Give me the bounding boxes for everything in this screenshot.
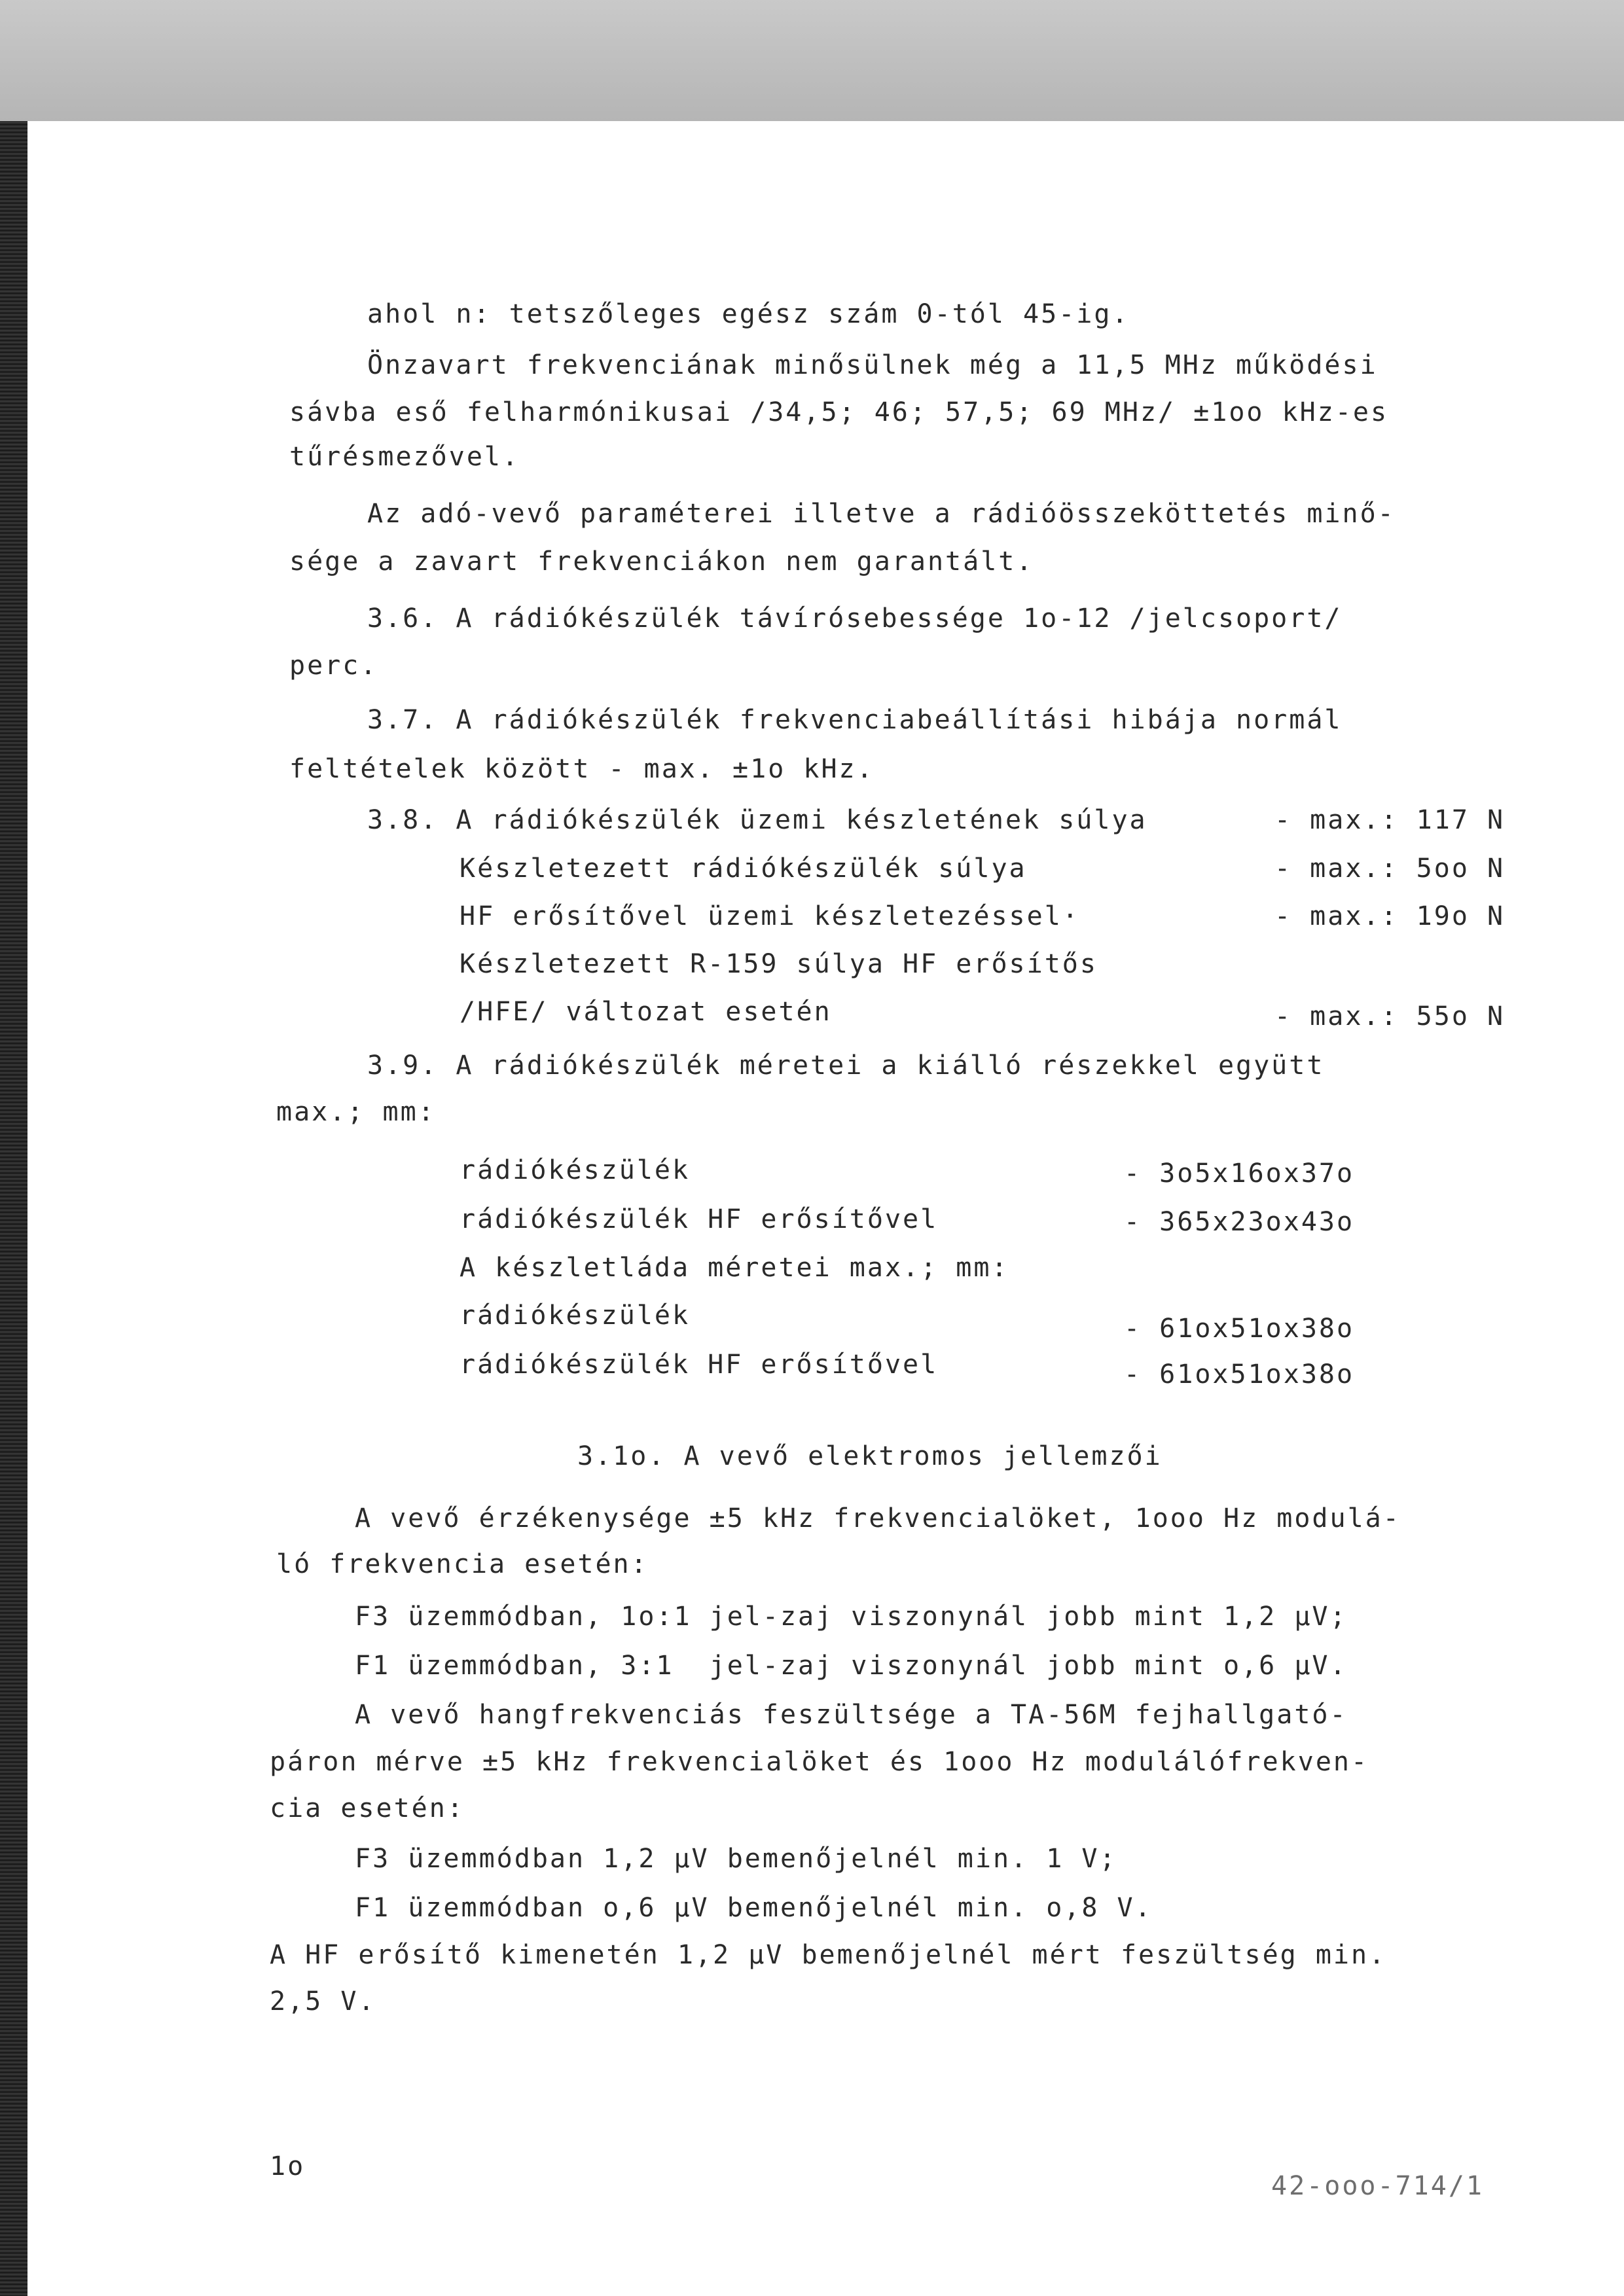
text-line: ahol n: tetszőleges egész szám 0-tól 45-ig. xyxy=(367,299,1130,329)
dimension-value: - 61ox51ox38o xyxy=(1124,1314,1355,1344)
text-line: F1 üzemmódban o,6 µV bemenőjelnél min. o,8 V. xyxy=(355,1893,1153,1923)
scanner-background xyxy=(0,0,1624,121)
text-line: Készletezett R-159 súlya HF erősítős xyxy=(460,949,1098,979)
weight-value: - max.: 5oo N xyxy=(1274,853,1506,884)
text-line: páron mérve ±5 kHz frekvencialöket és 1ooo Hz modulálófrekven- xyxy=(270,1747,1369,1777)
dimension-value: - 61ox51ox38o xyxy=(1124,1359,1355,1390)
text-line: cia esetén: xyxy=(270,1793,465,1823)
weight-value: - max.: 55o N xyxy=(1274,1001,1506,1031)
dimension-value: - 365x23ox43o xyxy=(1124,1207,1355,1237)
text-line: sávba eső felharmónikusai /34,5; 46; 57,5; 69 MHz/ ±1oo kHz-es xyxy=(289,397,1389,427)
text-line: A HF erősítő kimenetén 1,2 µV bemenőjelnél mért feszültség min. xyxy=(270,1940,1387,1970)
text-line: Önzavart frekvenciának minősülnek még a 11,5 MHz működési xyxy=(367,350,1378,380)
section-3-8: 3.8. A rádiókészülék üzemi készletének súlya xyxy=(367,805,1147,835)
text-line: A vevő hangfrekvenciás feszültsége a TA-56M fejhallgató- xyxy=(355,1700,1348,1730)
section-3-6: 3.6. A rádiókészülék távírósebessége 1o-12 /jelcsoport/ xyxy=(367,603,1343,634)
dimension-value: - 3o5x16ox37o xyxy=(1124,1158,1355,1189)
text-line: A készletláda méretei max.; mm: xyxy=(460,1253,1009,1283)
section-3-7: 3.7. A rádiókészülék frekvenciabeállítási hibája normál xyxy=(367,705,1343,735)
section-heading: 3.1o. A vevő elektromos jellemzői xyxy=(577,1441,1163,1471)
text-line: 2,5 V. xyxy=(270,1986,376,2017)
text-line: max.; mm: xyxy=(276,1097,436,1127)
text-line: rádiókészülék xyxy=(460,1300,691,1331)
text-line: A vevő érzékenysége ±5 kHz frekvencialöket, 1ooo Hz modulá- xyxy=(355,1503,1401,1534)
text-line: ló frekvencia esetén: xyxy=(276,1549,649,1579)
text-line: tűrésmezővel. xyxy=(289,442,520,472)
text-line: rádiókészülék HF erősítővel xyxy=(460,1350,939,1380)
text-line: feltételek között - max. ±1o kHz. xyxy=(289,754,875,784)
page-number: 1o xyxy=(270,2151,306,2181)
text-line: perc. xyxy=(289,651,378,681)
document-number: 42-ooo-714/1 xyxy=(1271,2171,1484,2201)
text-line: sége a zavart frekvenciákon nem garantált. xyxy=(289,547,1034,577)
text-line: F3 üzemmódban 1,2 µV bemenőjelnél min. 1 V; xyxy=(355,1844,1117,1874)
document-page xyxy=(27,134,1624,2296)
text-line: rádiókészülék HF erősítővel xyxy=(460,1204,939,1234)
text-line: F1 üzemmódban, 3:1 jel-zaj viszonynál jobb mint o,6 µV. xyxy=(355,1651,1348,1681)
text-line: HF erősítővel üzemi készletezéssel· xyxy=(460,901,1080,931)
text-line: Készletezett rádiókészülék súlya xyxy=(460,853,1027,884)
section-3-9: 3.9. A rádiókészülék méretei a kiálló részekkel együtt xyxy=(367,1050,1325,1081)
text-line: Az adó-vevő paraméterei illetve a rádióösszeköttetés minő- xyxy=(367,499,1396,529)
binding-edge xyxy=(0,121,27,2296)
weight-value: - max.: 117 N xyxy=(1274,805,1506,835)
weight-value: - max.: 19o N xyxy=(1274,901,1506,931)
text-line: /HFE/ változat esetén xyxy=(460,997,832,1027)
text-line: F3 üzemmódban, 1o:1 jel-zaj viszonynál jobb mint 1,2 µV; xyxy=(355,1602,1348,1632)
text-line: rádiókészülék xyxy=(460,1155,691,1185)
